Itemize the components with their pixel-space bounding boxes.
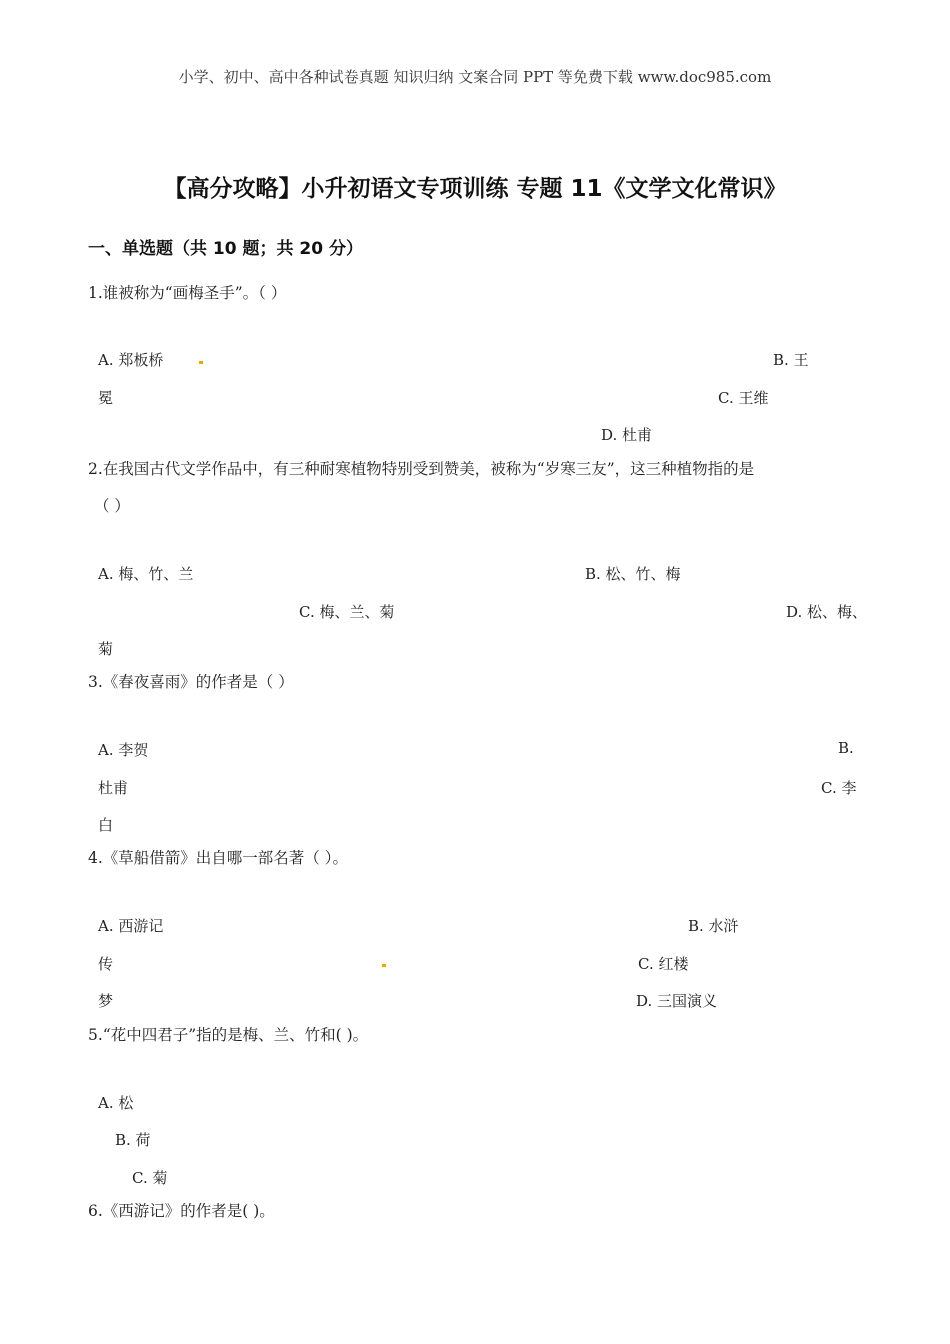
page-header: 小学、初中、高中各种试卷真题 知识归纳 文案合同 PPT 等免费下载 www.doc985.com [178, 68, 772, 86]
question-2-stem: 2.在我国古代文学作品中，有三种耐寒植物特别受到赞美，被称为“岁寒三友”，这三种植物指的是 [88, 460, 755, 478]
q2-option-b: B. 松、竹、梅 [585, 565, 681, 583]
question-1-stem: 1.谁被称为“画梅圣手”。（ ） [88, 284, 287, 302]
q4-option-c: C. 红楼 [638, 955, 689, 973]
q4-option-a: A. 西游记 [98, 917, 164, 935]
question-5-stem: 5.“花中四君子”指的是梅、兰、竹和( )。 [88, 1026, 369, 1044]
question-4-stem: 4.《草船借箭》出自哪一部名著（ ）。 [88, 849, 348, 867]
decorative-dot [199, 361, 203, 364]
decorative-dot [382, 964, 386, 967]
q4-option-b-cont: 传 [98, 955, 114, 973]
question-2-stem-cont: （ ） [94, 497, 130, 515]
q1-option-c: C. 王维 [718, 389, 769, 407]
q2-option-a: A. 梅、竹、兰 [98, 565, 194, 583]
q3-option-c-cont: 白 [98, 816, 114, 834]
q3-option-c: C. 李 [821, 779, 857, 797]
q1-option-d: D. 杜甫 [601, 426, 653, 444]
q5-option-c: C. 菊 [132, 1169, 168, 1187]
document-title: 【高分攻略】小升初语文专项训练 专题 11《文学文化常识》 [163, 176, 787, 202]
q4-option-b: B. 水浒 [688, 917, 739, 935]
q5-option-b: B. 荷 [115, 1131, 151, 1149]
q3-option-b: B. [838, 739, 854, 757]
question-3-stem: 3.《春夜喜雨》的作者是（ ） [88, 673, 294, 691]
q2-option-d: D. 松、梅、 [786, 603, 868, 621]
q2-option-c: C. 梅、兰、菊 [299, 603, 395, 621]
q4-option-d: D. 三国演义 [636, 992, 718, 1010]
question-6-stem: 6.《西游记》的作者是( )。 [88, 1202, 275, 1220]
section-heading: 一、单选题（共 10 题；共 20 分） [88, 239, 363, 259]
q1-option-b-cont: 冕 [98, 389, 114, 407]
q3-option-a: A. 李贺 [98, 741, 149, 759]
q4-option-c-cont: 梦 [98, 992, 114, 1010]
q5-option-a: A. 松 [98, 1094, 134, 1112]
q1-option-a: A. 郑板桥 [98, 351, 164, 369]
q3-option-b-cont: 杜甫 [98, 779, 129, 797]
q2-option-d-cont: 菊 [98, 640, 114, 658]
q1-option-b: B. 王 [773, 351, 809, 369]
